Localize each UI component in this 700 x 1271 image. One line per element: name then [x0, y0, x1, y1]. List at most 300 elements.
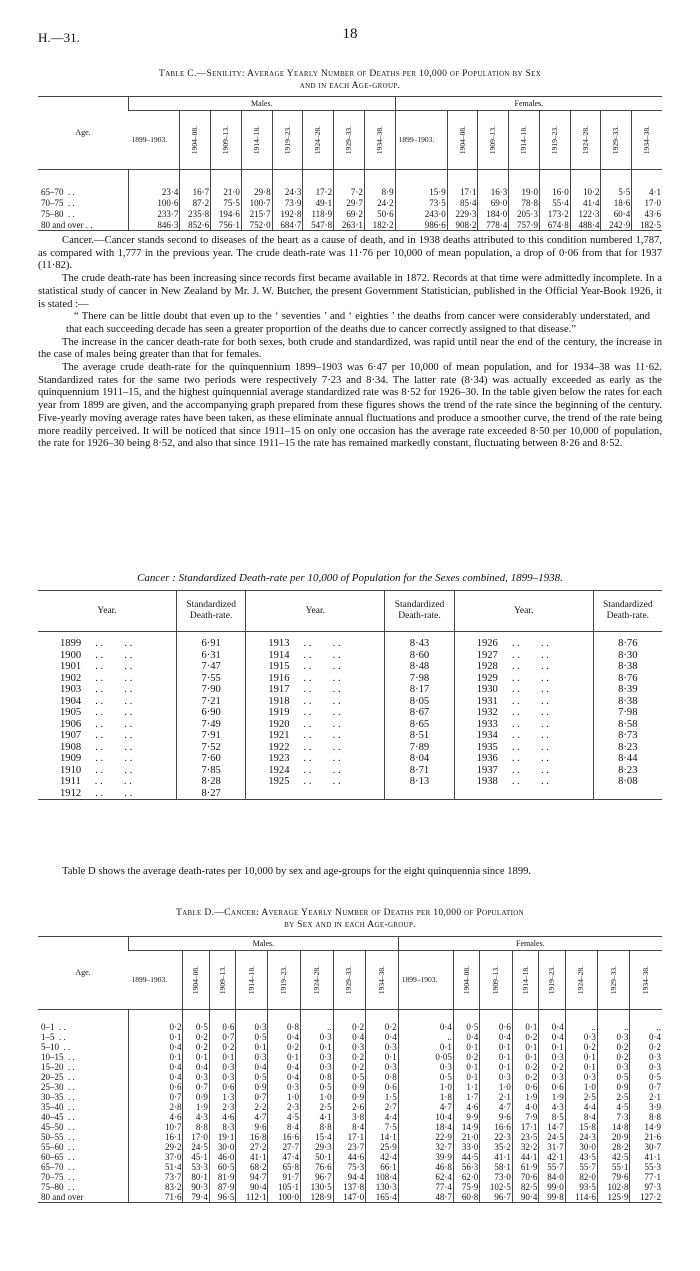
female-rate-cell: 173·2 — [539, 208, 570, 219]
male-rate-cell: 0·4 — [129, 1042, 183, 1052]
table-row — [38, 1052, 662, 1062]
leader-dots: . . . . — [95, 649, 133, 661]
table-row — [38, 1192, 662, 1203]
male-rate-cell: 1·0 — [301, 1092, 334, 1102]
period-header — [447, 111, 478, 170]
year-value: 1921 — [268, 730, 290, 741]
female-rate-cell: 70·6 — [512, 1172, 538, 1182]
age-cell: 20–25 . . — [41, 1072, 75, 1082]
age-cell: 5–10 . . — [41, 1042, 71, 1052]
male-rate-cell: 90·4 — [236, 1182, 268, 1192]
female-rate-cell: 1·7 — [453, 1092, 479, 1102]
male-rate-cell: 8·4 — [268, 1122, 301, 1132]
age-cell: 50–55 . . — [41, 1132, 75, 1142]
male-rate-cell: 0·2 — [333, 1062, 366, 1072]
male-rate-cell: 46·0 — [209, 1152, 235, 1162]
std-rate-cell: 7·47 — [176, 661, 245, 673]
std-rate-cell: 7·89 — [385, 742, 454, 754]
female-rate-cell: 3·9 — [630, 1102, 662, 1112]
female-rate-cell: 488·4 — [570, 219, 601, 231]
year-value: 1934 — [476, 730, 498, 741]
male-rate-cell: 80·1 — [183, 1172, 209, 1182]
year-header: Year. — [454, 591, 593, 632]
year-value: 1916 — [268, 672, 290, 684]
male-rate-cell: 130·3 — [366, 1182, 399, 1192]
leader-dots: . . . . — [303, 753, 341, 764]
female-rate-cell: 0·2 — [453, 1052, 479, 1062]
female-rate-cell: 32·2 — [512, 1142, 538, 1152]
female-rate-cell: 122·3 — [570, 208, 601, 219]
year-cell — [454, 730, 593, 742]
male-rate-cell: 16·8 — [236, 1132, 268, 1142]
male-rate-cell: 0·1 — [129, 1052, 183, 1062]
period-header — [364, 111, 395, 170]
table-row — [38, 1092, 662, 1102]
female-rate-cell: 229·3 — [447, 208, 478, 219]
std-row — [38, 765, 662, 777]
male-rate-cell: 0·1 — [236, 1042, 268, 1052]
male-rate-cell: 105·1 — [268, 1182, 301, 1192]
paragraph-increase: The increase in the cancer death-rate for both sexes, both crude and standardized, was rapid until near the end of the century, the increase in the case of males being greater than that for females. — [38, 336, 662, 361]
period-label: 1899–1903. — [131, 975, 168, 984]
year-cell — [454, 753, 593, 765]
table-d-caption — [38, 907, 662, 931]
leader-dots: . . . . — [303, 764, 341, 776]
male-rate-cell: 0·3 — [366, 1042, 399, 1052]
male-rate-cell: 50·1 — [301, 1152, 334, 1162]
female-rate-cell: 1·0 — [398, 1082, 453, 1092]
year-value: 1913 — [268, 638, 290, 649]
female-rate-cell: 30·7 — [630, 1142, 662, 1152]
female-rate-cell: 0·5 — [597, 1072, 630, 1082]
std-rate-cell: 7·49 — [176, 719, 245, 731]
leader-dots: . . . . — [511, 741, 549, 753]
female-rate-cell: 0·1 — [512, 1010, 538, 1033]
female-rate-cell: 15·8 — [565, 1122, 597, 1132]
leader-dots: . . . . — [94, 776, 132, 787]
male-rate-cell: .. — [301, 1010, 334, 1033]
period-label: 1914–18. — [251, 125, 261, 155]
female-rate-cell: 0·2 — [597, 1042, 630, 1052]
male-rate-cell: 0·1 — [366, 1052, 399, 1062]
male-rate-cell: 15·4 — [301, 1132, 334, 1142]
female-rate-cell: 4·6 — [453, 1102, 479, 1112]
male-rate-cell: 0·6 — [209, 1082, 235, 1092]
female-rate-cell: 184·0 — [478, 208, 509, 219]
male-rate-cell: 41·1 — [236, 1152, 268, 1162]
period-header — [236, 951, 268, 1010]
female-rate-cell: 0·2 — [512, 1062, 538, 1072]
std-rate-cell: 8·73 — [593, 730, 662, 742]
group-header-row — [38, 97, 662, 111]
year-value: 1932 — [476, 707, 498, 718]
period-header — [509, 111, 540, 170]
male-rate-cell: 37·0 — [129, 1152, 183, 1162]
female-rate-cell: 0·3 — [398, 1062, 453, 1072]
female-rate-cell: 2·5 — [597, 1092, 630, 1102]
female-rate-cell: 4·7 — [480, 1102, 513, 1112]
year-cell — [454, 719, 593, 731]
paragraph-cancer-intro: Cancer.—Cancer stands second to diseases of the heart as a cause of death, and in 1938 deaths attributed to this condition numbered 1,787, as compared with 1,777 in the previous year. The crude death-rate was 11·76 per 10,000 of mean population, a drop of 0·06 from that for 1937 (11·82). — [38, 235, 662, 272]
male-rate-cell: 0·2 — [333, 1052, 366, 1062]
female-rate-cell: 1·8 — [398, 1092, 453, 1102]
female-rate-cell: 243·0 — [395, 208, 447, 219]
male-rate-cell: 0·4 — [129, 1062, 183, 1072]
female-rate-cell: 73·5 — [395, 197, 447, 208]
female-rate-cell: 0·6 — [512, 1082, 538, 1092]
year-value: 1937 — [476, 764, 498, 776]
female-rate-cell: 55·7 — [565, 1162, 597, 1172]
period-header — [272, 111, 303, 170]
std-row — [38, 719, 662, 731]
female-rate-cell: 1·9 — [539, 1092, 565, 1102]
age-header: Age. — [38, 97, 129, 170]
table-row — [38, 170, 662, 198]
std-rate-cell: 8·65 — [385, 719, 454, 731]
table-row — [38, 1152, 662, 1162]
male-rate-cell: 0·1 — [301, 1042, 334, 1052]
period-label: 1904–08. — [191, 965, 201, 995]
leader-dots: . . . . — [303, 638, 341, 649]
female-rate-cell: 20·9 — [597, 1132, 630, 1142]
female-rate-cell: 0·1 — [565, 1062, 597, 1072]
year-value: 1925 — [268, 776, 290, 787]
male-rate-cell: 47·4 — [268, 1152, 301, 1162]
female-rate-cell: 73·0 — [480, 1172, 513, 1182]
female-rate-cell: 10·2 — [570, 170, 601, 198]
female-rate-cell: 757·9 — [509, 219, 540, 231]
std-rate-cell: 8·48 — [385, 661, 454, 673]
period-header — [301, 951, 334, 1010]
male-rate-cell: 0·9 — [333, 1082, 366, 1092]
female-rate-cell: 2·1 — [480, 1092, 513, 1102]
std-rate-cell: 8·71 — [385, 765, 454, 777]
leader-dots: . . . . — [95, 638, 133, 649]
period-header — [570, 111, 601, 170]
female-rate-cell: 674·8 — [539, 219, 570, 231]
std-rate-cell: 8·39 — [593, 684, 662, 696]
paragraph-quote: “ There can be little doubt that even up to the ‘ seventies ’ and ‘ eighties ’ the deaths from cancer were considerably understated, and that each succeeding decade has seen a greater proportion of the deaths due to cancer correctly assigned to that disease.” — [66, 311, 650, 335]
leader-dots: . . . . — [95, 661, 133, 672]
std-rate-cell: 8·23 — [593, 765, 662, 777]
age-cell: 35–40 . . — [41, 1102, 75, 1112]
std-rate-cell: 8·76 — [593, 673, 662, 685]
male-rate-cell: 1·3 — [209, 1092, 235, 1102]
period-label: 1909–13. — [221, 125, 231, 155]
female-rate-cell: 82·5 — [512, 1182, 538, 1192]
table-c — [38, 96, 662, 231]
female-rate-cell: 85·4 — [447, 197, 478, 208]
age-cell: 75–80 . . — [41, 208, 75, 219]
leader-dots: . . . . — [511, 672, 549, 684]
male-rate-cell: 94·7 — [236, 1172, 268, 1182]
female-rate-cell: 0·6 — [539, 1082, 565, 1092]
year-cell — [38, 696, 176, 708]
year-value: 1924 — [268, 764, 290, 776]
male-rate-cell: 24·3 — [272, 170, 303, 198]
male-rate-cell: 91·7 — [268, 1172, 301, 1182]
female-rate-cell: 0·2 — [512, 1032, 538, 1042]
std-row — [38, 742, 662, 754]
male-rate-cell: 2·6 — [333, 1102, 366, 1112]
female-rate-cell: 41·1 — [480, 1152, 513, 1162]
year-cell — [246, 673, 385, 685]
leader-dots: . . . . — [303, 672, 341, 684]
female-rate-cell: 0·2 — [512, 1072, 538, 1082]
male-rate-cell: 3·8 — [333, 1112, 366, 1122]
female-rate-cell: 0·4 — [539, 1032, 565, 1042]
period-label: 1904–08. — [457, 125, 467, 155]
female-rate-cell: 97·3 — [630, 1182, 662, 1192]
male-rate-cell: 25·9 — [366, 1142, 399, 1152]
male-rate-cell: 0·7 — [129, 1092, 183, 1102]
male-rate-cell: 30·0 — [209, 1142, 235, 1152]
age-cell: 10–15 . . — [41, 1052, 75, 1062]
female-rate-cell: 16·6 — [480, 1122, 513, 1132]
male-rate-cell: 0·6 — [129, 1082, 183, 1092]
std-rate-cell: 7·85 — [176, 765, 245, 777]
female-rate-cell: 127·2 — [630, 1192, 662, 1203]
male-rate-cell: 118·9 — [303, 208, 334, 219]
female-rate-cell: 30·0 — [565, 1142, 597, 1152]
period-label: 1929–33. — [344, 965, 354, 995]
female-rate-cell: 19·0 — [509, 170, 540, 198]
leader-dots: . . . . — [303, 707, 341, 718]
year-cell — [38, 707, 176, 719]
male-rate-cell: 0·3 — [301, 1032, 334, 1042]
female-rate-cell: 15·9 — [395, 170, 447, 198]
leader-dots: . . . . — [511, 649, 549, 661]
male-rate-cell: 130·5 — [301, 1182, 334, 1192]
year-value: 1912 — [60, 787, 82, 799]
male-rate-cell: 23·4 — [129, 170, 180, 198]
female-rate-cell: 1·0 — [480, 1082, 513, 1092]
age-cell: 70–75 . . — [41, 1172, 75, 1182]
male-rate-cell: 1·9 — [183, 1102, 209, 1112]
male-rate-cell: 0·6 — [209, 1010, 235, 1033]
male-rate-cell: 71·6 — [129, 1192, 183, 1203]
male-rate-cell: 96·5 — [209, 1192, 235, 1203]
leader-dots: . . . . — [95, 684, 133, 695]
std-rate-cell — [593, 788, 662, 800]
female-rate-cell: 125·9 — [597, 1192, 630, 1203]
period-label: 1924–28. — [576, 965, 586, 995]
females-header: Females. — [395, 97, 662, 111]
female-rate-cell: 0·5 — [453, 1010, 479, 1033]
period-header — [209, 951, 235, 1010]
female-rate-cell: 55·3 — [630, 1162, 662, 1172]
female-rate-cell: 0·2 — [539, 1062, 565, 1072]
year-value: 1930 — [476, 684, 498, 695]
female-rate-cell: 0·05 — [398, 1052, 453, 1062]
female-rate-cell: 21·0 — [453, 1132, 479, 1142]
table-c-caption — [38, 68, 662, 92]
male-rate-cell: 0·8 — [301, 1072, 334, 1082]
female-rate-cell: 44·1 — [512, 1152, 538, 1162]
female-rate-cell: 0·5 — [630, 1072, 662, 1082]
female-rate-cell: 4·3 — [539, 1102, 565, 1112]
male-rate-cell: 42·4 — [366, 1152, 399, 1162]
male-rate-cell: 2·3 — [268, 1102, 301, 1112]
female-rate-cell: 0·2 — [630, 1042, 662, 1052]
period-header — [565, 951, 597, 1010]
year-cell — [454, 673, 593, 685]
year-cell — [38, 673, 176, 685]
male-rate-cell: 4·4 — [366, 1112, 399, 1122]
year-value: 1910 — [60, 764, 82, 776]
male-rate-cell: 75·3 — [333, 1162, 366, 1172]
std-rate-cell: 7·98 — [385, 673, 454, 685]
std-row — [38, 730, 662, 742]
female-rate-cell: 22·3 — [480, 1132, 513, 1142]
male-rate-cell: 100·6 — [129, 197, 180, 208]
male-rate-cell: 0·3 — [209, 1072, 235, 1082]
female-rate-cell: 60·8 — [453, 1192, 479, 1203]
male-rate-cell: 0·4 — [129, 1072, 183, 1082]
age-cell: 15–20 . . — [41, 1062, 75, 1072]
year-cell — [38, 719, 176, 731]
table-row — [38, 208, 662, 219]
male-rate-cell: 684·7 — [272, 219, 303, 231]
table-row — [38, 1082, 662, 1092]
female-rate-cell: 78·8 — [509, 197, 540, 208]
age-cell: 80 and over . . — [41, 219, 93, 230]
male-rate-cell: 17·2 — [303, 170, 334, 198]
male-rate-cell: 29·7 — [334, 197, 365, 208]
female-rate-cell: 8·5 — [539, 1112, 565, 1122]
male-rate-cell: 0·9 — [183, 1092, 209, 1102]
year-value: 1928 — [476, 661, 498, 672]
male-rate-cell: 128·9 — [301, 1192, 334, 1203]
male-rate-cell: 852·6 — [180, 219, 211, 231]
table-row — [38, 1112, 662, 1122]
table-row — [38, 1132, 662, 1142]
std-rate-cell: 8·60 — [385, 650, 454, 662]
male-rate-cell: 87·9 — [209, 1182, 235, 1192]
male-rate-cell: 756·1 — [211, 219, 242, 231]
male-rate-cell: 0·3 — [236, 1010, 268, 1033]
age-cell: 80 and over — [41, 1192, 84, 1202]
year-value: 1929 — [476, 672, 498, 684]
body-text-1 — [38, 235, 662, 451]
period-label: 1929–33. — [344, 125, 354, 155]
female-rate-cell: 9·9 — [453, 1112, 479, 1122]
female-rate-cell: 58·1 — [480, 1162, 513, 1172]
female-rate-cell: 8·4 — [565, 1112, 597, 1122]
male-rate-cell: 21·0 — [211, 170, 242, 198]
male-rate-cell: 51·4 — [129, 1162, 183, 1172]
female-rate-cell: 986·6 — [395, 219, 447, 231]
male-rate-cell: 75·5 — [211, 197, 242, 208]
female-rate-cell: 93·5 — [565, 1182, 597, 1192]
year-cell — [38, 650, 176, 662]
age-cell: 60–65 . . — [41, 1152, 75, 1162]
female-rate-cell: 242·9 — [601, 219, 632, 231]
period-label: 1929–33. — [611, 125, 621, 155]
female-rate-cell: 14·7 — [539, 1122, 565, 1132]
year-cell — [454, 696, 593, 708]
std-row — [38, 707, 662, 719]
female-rate-cell: 102·5 — [480, 1182, 513, 1192]
year-cell — [38, 730, 176, 742]
male-rate-cell: 27·7 — [268, 1142, 301, 1152]
female-rate-cell: 14·9 — [453, 1122, 479, 1132]
male-rate-cell: 0·8 — [268, 1010, 301, 1033]
std-rate-cell: 8·23 — [593, 742, 662, 754]
age-cell: 0–1 . . — [41, 1022, 66, 1032]
male-rate-cell: 0·4 — [268, 1062, 301, 1072]
std-row — [38, 776, 662, 788]
female-rate-cell: 14·9 — [630, 1122, 662, 1132]
age-cell: 45–50 . . — [41, 1122, 75, 1132]
period-label: 1904–08. — [190, 125, 200, 155]
year-value: 1903 — [60, 684, 82, 695]
period-label: 1924–28. — [580, 125, 590, 155]
female-rate-cell: 16·0 — [539, 170, 570, 198]
females-header: Females. — [398, 937, 662, 951]
leader-dots: . . . . — [303, 649, 341, 661]
year-cell — [246, 730, 385, 742]
male-rate-cell: 0·4 — [183, 1062, 209, 1072]
female-rate-cell: 4·4 — [565, 1102, 597, 1112]
female-rate-cell: 75·9 — [453, 1182, 479, 1192]
period-header — [180, 111, 211, 170]
std-rate-cell: 8·08 — [593, 776, 662, 788]
male-rate-cell: 8·4 — [333, 1122, 366, 1132]
period-header — [183, 951, 209, 1010]
std-rate-cell: 8·17 — [385, 684, 454, 696]
female-rate-cell: 9·6 — [480, 1112, 513, 1122]
male-rate-cell: 0·3 — [301, 1052, 334, 1062]
period-header — [480, 951, 513, 1010]
table-row — [38, 1172, 662, 1182]
male-rate-cell: 0·3 — [209, 1062, 235, 1072]
female-rate-cell: 41·4 — [570, 197, 601, 208]
male-rate-cell: 0·5 — [236, 1032, 268, 1042]
female-rate-cell: 24·3 — [565, 1132, 597, 1142]
std-rate-cell: 7·21 — [176, 696, 245, 708]
female-rate-cell: 41·1 — [630, 1152, 662, 1162]
female-rate-cell: 48·7 — [398, 1192, 453, 1203]
period-label: 1929–33. — [608, 965, 618, 995]
year-value: 1917 — [268, 684, 290, 695]
group-header-row — [38, 937, 662, 951]
leader-dots: . . . . — [511, 730, 549, 741]
standardized-table-title: Cancer : Standardized Death-rate per 10,000 of Population for the Sexes combined, 1899–1938. — [137, 572, 563, 584]
male-rate-cell: 100·0 — [268, 1192, 301, 1203]
male-rate-cell: 68·2 — [236, 1162, 268, 1172]
leader-dots: . . . . — [303, 661, 341, 672]
year-cell — [246, 707, 385, 719]
male-rate-cell: 0·2 — [366, 1010, 399, 1033]
table-row — [38, 1032, 662, 1042]
period-header — [478, 111, 509, 170]
period-label: 1914–18. — [246, 965, 256, 995]
male-rate-cell: 0·2 — [333, 1010, 366, 1033]
male-rate-cell: 73·9 — [272, 197, 303, 208]
male-rate-cell: 66·1 — [366, 1162, 399, 1172]
table-row — [38, 1102, 662, 1112]
male-rate-cell: 0·4 — [333, 1032, 366, 1042]
female-rate-cell: 0·3 — [539, 1052, 565, 1062]
female-rate-cell: 7·9 — [512, 1112, 538, 1122]
female-rate-cell: 17·1 — [512, 1122, 538, 1132]
table-row — [38, 1062, 662, 1072]
year-value: 1907 — [60, 730, 82, 741]
leader-dots: . . . . — [511, 638, 549, 649]
male-rate-cell: 100·7 — [241, 197, 272, 208]
leader-dots: . . . . — [511, 695, 549, 707]
